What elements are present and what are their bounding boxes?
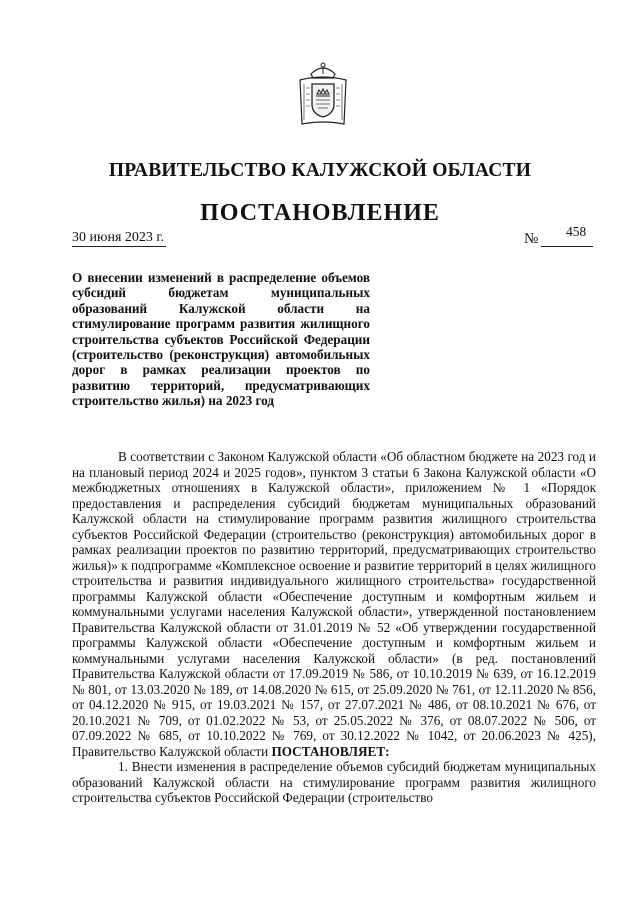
- document-number-label: №: [524, 231, 539, 247]
- preamble-paragraph: [72, 449, 596, 759]
- item-1-paragraph: 1. Внести изменения в распределение объемов субсидий бюджетам муниципальных образований Калужской области на стимулирование программ развития жилищного строительства субъектов Российской Федерации (строительство: [72, 759, 596, 805]
- coat-of-arms-icon: [296, 60, 350, 126]
- document-body: [72, 449, 596, 806]
- decree-word: ПОСТАНОВЛЯЕТ:: [271, 743, 390, 759]
- document-number-underline: [541, 246, 593, 247]
- government-title: ПРАВИТЕЛЬСТВО КАЛУЖСКОЙ ОБЛАСТИ: [108, 160, 532, 181]
- document-number: 458: [566, 224, 587, 239]
- document-date: 30 июня 2023 г.: [72, 230, 165, 245]
- document-type: ПОСТАНОВЛЕНИЕ: [200, 200, 440, 226]
- preamble-text: В соответствии с Законом Калужской области «Об областном бюджете на 2023 год и на плановый период 2024 и 2025 годов», пунктом 3 статьи 6 Закона Калужской области «О межбюджетных отношениях в Калужской области», приложением № 1 «Порядок предоставления и распределения субсидий бюджетам муниципальных образований Калужской области на стимулирование программ развития жилищного строительства субъектов Российской Федерации (строительство (реконструкция) автомобильных дорог в рамках реализации проектов по развитию территорий, предусматривающих строительство жилья)» к подпрограмме «Комплексное освоение и развитие территорий в целях жилищного строительства и развития индивидуального жилищного строительства» государственной программы Калужской области «Обеспечение доступным и комфортным жильем и коммунальными услугами населения Калужской области», утвержденной постановлением Правительства Калужской области от 31.01.2019 № 52 «Об утверждении государственной программы Калужской области «Обеспечение доступным и комфортным жильем и коммунальными услугами населения Калужской области» (в ред. постановлений Правительства Калужской области от 17.09.2019 № 586, от 10.10.2019 № 639, от 16.12.2019 № 801, от 13.03.2020 № 189, от 14.08.2020 № 615, от 25.09.2020 № 761, от 12.11.2020 № 856, от 04.12.2020 № 915, от 19.03.2021 № 157, от 27.07.2021 № 486, от 08.10.2021 № 676, от 20.10.2021 № 709, от 01.02.2022 № 53, от 25.05.2022 № 376, от 08.07.2022 № 506, от 07.09.2022 № 685, от 10.10.2022 № 769, от 30.12.2022 № 1042, от 20.06.2023 № 425), Правительство Калужской области: [72, 449, 596, 759]
- document-subject: О внесении изменений в распределение объемов субсидий бюджетам муниципальных образований Калужской области на стимулирование программ развития жилищного строительства субъектов Российской Федерации (строительство (реконструкция) автомобильных дорог в рамках реализации проектов по развитию территорий, предусматривающих строительство жилья) на 2023 год: [72, 270, 370, 409]
